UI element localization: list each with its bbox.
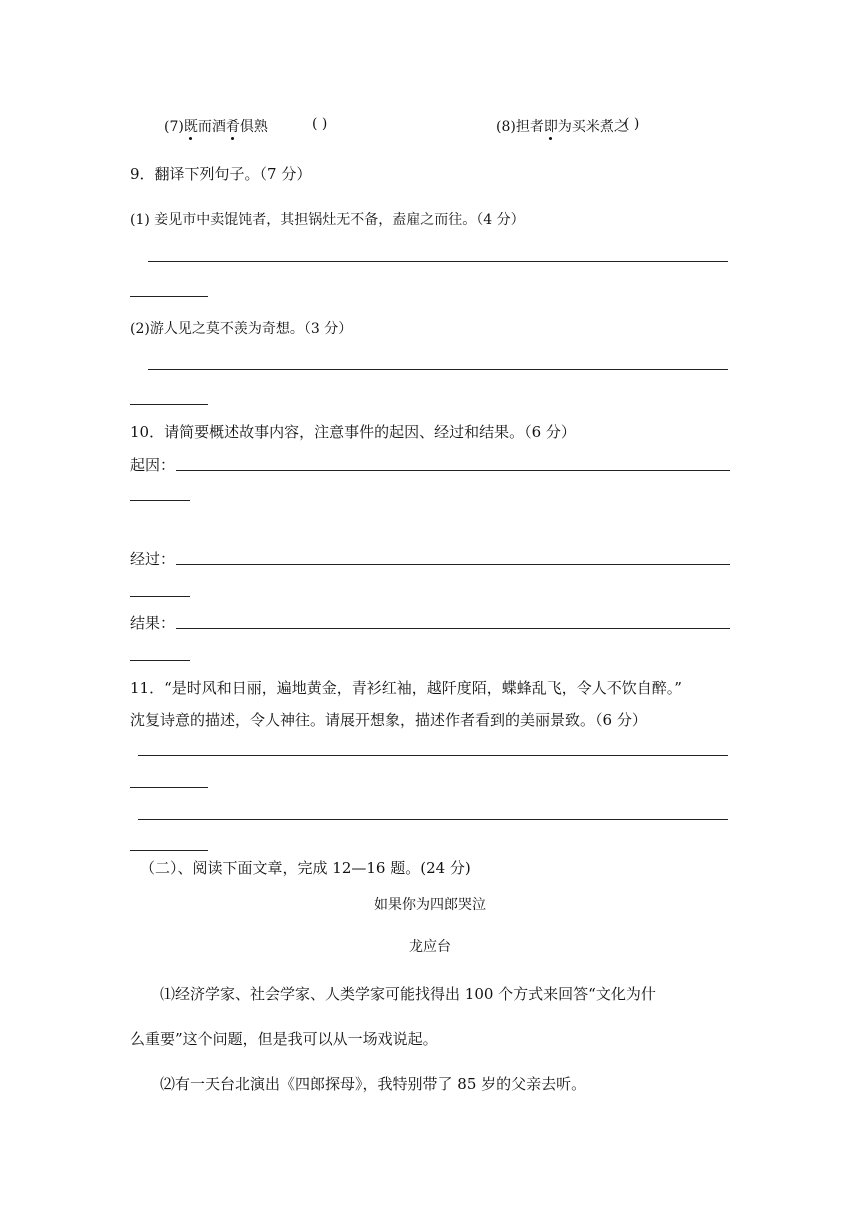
q11-answer-line-2-end[interactable] [130,850,208,851]
section2-heading: （二）、阅读下面文章，完成 12—16 题。(24 分) [140,859,471,877]
q11-answer-line-1-end[interactable] [130,787,208,788]
article-author: 龙应台 [409,939,451,955]
paragraph-1-line-1: ⑴经济学家、社会学家、人类学家可能找得出 100 个方式来回答“文化为什 [160,985,656,1003]
article-title: 如果你为四郎哭泣 [374,897,486,913]
q11-answer-line-1[interactable] [138,755,728,756]
q9-1-answer-line-end[interactable] [130,296,208,297]
q8-item7-char: 熟 [253,119,268,135]
q8-item8-char: 为 [557,119,572,135]
q8-item8-prefix: (8) [496,119,516,135]
q10-result-answer-line-end[interactable] [130,660,190,661]
paragraph-1-line-2: 么重要”这个问题，但是我可以从一场戏说起。 [130,1030,438,1048]
q8-item7-char: 既 [183,119,198,135]
q8-item7-prefix: (7) [164,119,184,135]
q9-1-answer-line[interactable] [148,261,728,262]
q11-line-1: 11．“是时风和日丽，遍地黄金，青衫红袖，越阡度陌，蝶蜂乱飞，令人不饮自醉。” [130,679,682,697]
q9-2-answer-line-end[interactable] [130,404,208,405]
q8-item7-answer-bracket[interactable]: ( ) [312,116,328,132]
q10-result-label: 结果： [130,614,176,632]
q9-sentence-1: (1) 妾见市中卖馄饨者，其担锅灶无不备，盍雇之而往。（4 分） [130,212,525,228]
q8-item7-char: 肴 [225,119,240,135]
q8-item8-char: 煮 [599,119,614,135]
q8-item7-char: 而 [197,119,212,135]
q9-sentence-2: (2)游人见之莫不羡为奇想。（3 分） [130,321,353,337]
q10-process-label: 经过： [130,550,176,568]
q8-item8-char: 者 [529,119,544,135]
q8-item8-char: 担 [515,119,530,135]
q11-line-2: 沈复诗意的描述，令人神往。请展开想象，描述作者看到的美丽景致。（6 分） [130,711,647,729]
q8-item8-char: 买 [571,119,586,135]
q10-cause-answer-line-end[interactable] [130,500,190,501]
q8-item7-char: 俱 [239,119,254,135]
q9-2-answer-line[interactable] [148,369,728,370]
q9-title: 9．翻译下列句子。（7 分） [130,165,312,183]
q10-process-answer-line-end[interactable] [130,596,190,597]
paragraph-2-line-1: ⑵有一天台北演出《四郎探母》，我特别带了 85 岁的父亲去听。 [160,1075,587,1093]
q8-item7-char: 酒 [211,119,226,135]
q10-process-answer-line[interactable] [176,564,730,565]
q10-cause-label: 起因： [130,456,176,474]
q8-item8-char: 即 [543,119,558,135]
q10-result-answer-line[interactable] [176,628,730,629]
q8-item7 [164,116,268,136]
q10-title: 10．请简要概述故事内容，注意事件的起因、经过和结果。（6 分） [130,423,576,441]
q8-item8-answer-bracket[interactable]: ( ) [624,116,640,132]
q11-answer-line-2[interactable] [138,819,728,820]
q8-item8-char: 之 [613,119,628,135]
q8-item8-char: 米 [585,119,600,135]
q8-item8 [496,116,628,136]
q10-cause-answer-line[interactable] [176,470,730,471]
